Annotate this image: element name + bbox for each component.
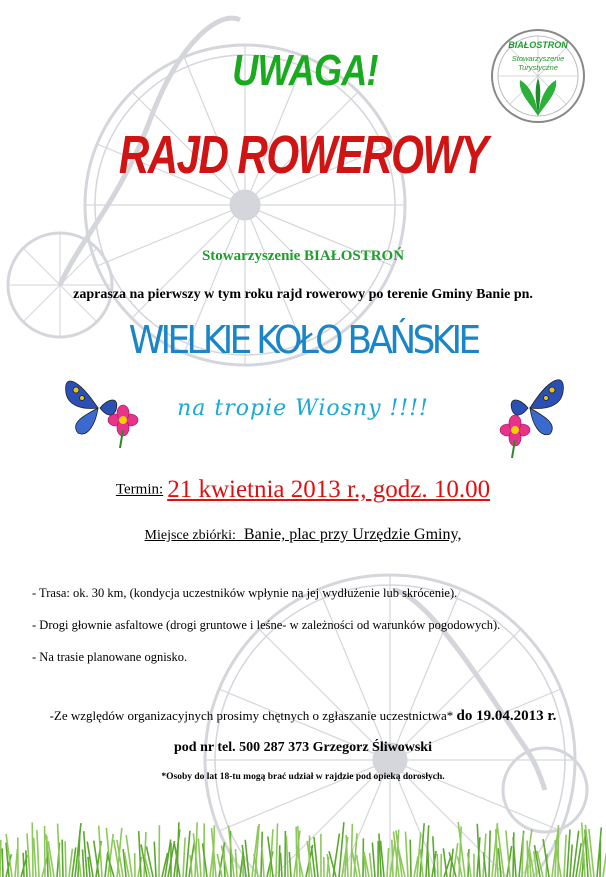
subtitle: na tropie Wiosny !!!!	[177, 396, 429, 421]
invite-text: zaprasza na pierwszy w tym roku rajd rowerowy po terenie Gminy Banie pn.	[73, 287, 533, 302]
headline-title: RAJD ROWEROWY	[118, 125, 488, 185]
organization-logo	[490, 28, 586, 124]
meeting-place-line	[0, 526, 606, 544]
signup-line	[0, 708, 606, 725]
organizer-name: BIAŁOSTROŃ	[304, 248, 405, 264]
date-value: 21 kwietnia 2013 r., godz. 10.00	[167, 476, 491, 503]
meeting-place-label: Miejsce zbiórki:	[144, 528, 236, 543]
headline-uwaga: UWAGA!	[232, 46, 378, 95]
date-label: Termin:	[115, 481, 164, 498]
age-note: *Osoby do lat 18-tu mogą brać udział w rajdzie pod opieką dorosłych.	[161, 772, 445, 782]
organizer-line	[0, 248, 606, 265]
logo-line2: Stowarzyszenie	[511, 54, 565, 63]
event-name: WIELKIE KOŁO BAŃSKIE	[128, 318, 478, 362]
logo-line3: Turystyczne	[518, 63, 558, 72]
phone-contact: pod nr tel. 500 287 373 Grzegorz Śliwowski	[174, 740, 432, 755]
grass-decoration	[0, 820, 606, 877]
info-roads: - Drogi głownie asfaltowe (drogi gruntowe i leśne- w zależności od warunków pogodowych).	[32, 618, 501, 632]
organizer-prefix: Stowarzyszenie	[201, 248, 305, 264]
logo-name: BIAŁOSTROŃ	[508, 40, 568, 50]
date-line	[0, 476, 606, 504]
info-bonfire: - Na trasie planowane ognisko.	[32, 650, 188, 664]
signup-deadline: do 19.04.2013 r.	[456, 708, 557, 724]
signup-text: -Ze względów organizacyjnych prosimy chętnych o zgłaszanie uczestnictwa*	[49, 708, 454, 723]
meeting-place-value: Banie, plac przy Urzędzie Gminy,	[243, 526, 462, 543]
info-route: - Trasa: ok. 30 km, (kondycja uczestników wpłynie na jej wydłużenie lub skrócenie).	[32, 586, 458, 600]
